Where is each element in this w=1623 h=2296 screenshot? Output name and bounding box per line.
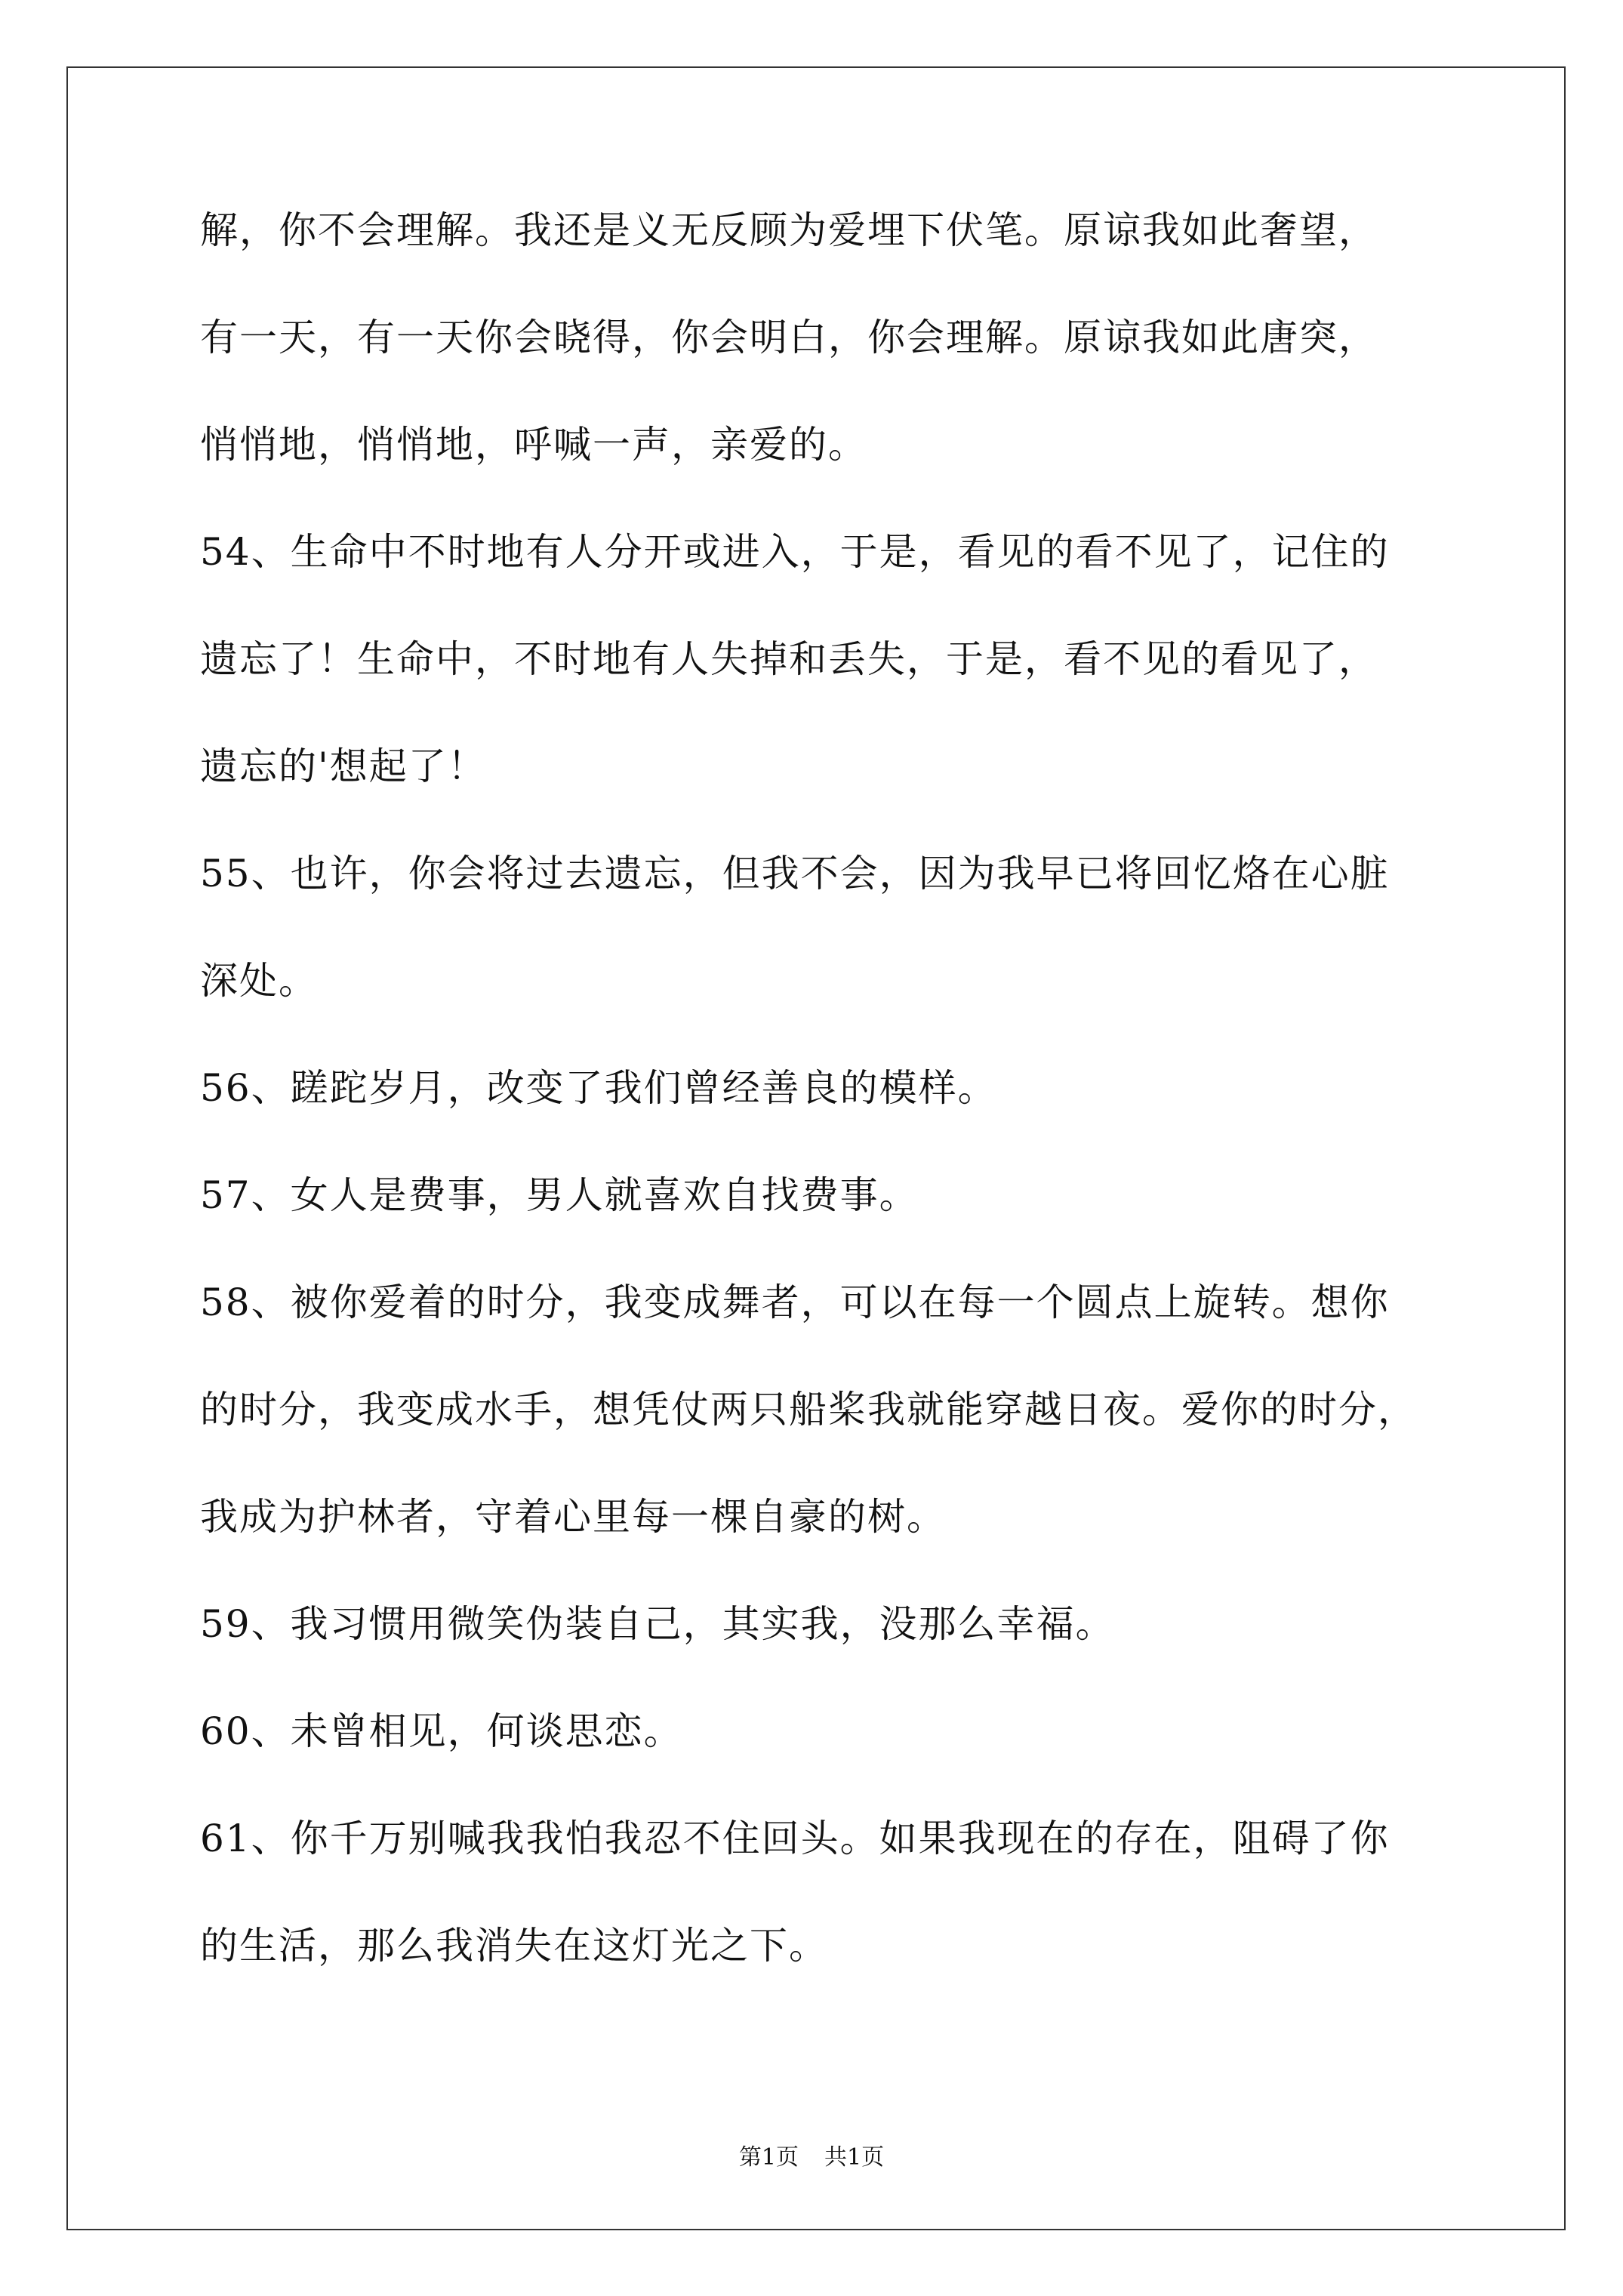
text-line: 解，你不会理解。我还是义无反顾为爱埋下伏笔。原谅我如此奢望，: [200, 208, 1378, 252]
text-line: 55、也许，你会将过去遗忘，但我不会，因为我早已将回忆烙在心脏: [200, 852, 1390, 895]
text-line: 56、蹉跎岁月，改变了我们曾经善良的模样。: [200, 1066, 997, 1110]
text-line: 61、你千万别喊我我怕我忍不住回头。如果我现在的存在，阻碍了你: [200, 1817, 1390, 1860]
text-line: 悄悄地，悄悄地，呼喊一声，亲爱的。: [200, 423, 867, 467]
text-line: 有一天，有一天你会晓得，你会明白，你会理解。原谅我如此唐突，: [200, 316, 1378, 359]
text-line: 遗忘了！生命中，不时地有人失掉和丢失，于是，看不见的看见了，: [200, 637, 1378, 681]
text-line: 深处。: [200, 959, 318, 1003]
text-line: 的时分，我变成水手，想凭仗两只船桨我就能穿越日夜。爱你的时分，: [200, 1388, 1417, 1432]
text-line: 的生活，那么我消失在这灯光之下。: [200, 1924, 828, 1968]
page-number-total: 共1页: [824, 2144, 885, 2171]
text-line: 遗忘的'想起了！: [200, 744, 487, 788]
text-line: 58、被你爱着的时分，我变成舞者，可以在每一个圆点上旋转。想你: [200, 1281, 1390, 1324]
document-body: [200, 208, 1498, 2030]
text-line: 60、未曾相见，何谈思恋。: [200, 1709, 683, 1753]
page-number-current: 第1页: [738, 2144, 799, 2171]
page-footer: [0, 2138, 1623, 2171]
text-line: 54、生命中不时地有人分开或进入，于是，看见的看不见了，记住的: [200, 530, 1390, 574]
text-line: 57、女人是费事，男人就喜欢自找费事。: [200, 1173, 919, 1217]
text-line: 59、我习惯用微笑伪装自己，其实我，没那么幸福。: [200, 1602, 1115, 1646]
text-line: 我成为护林者，守着心里每一棵自豪的树。: [200, 1495, 946, 1539]
